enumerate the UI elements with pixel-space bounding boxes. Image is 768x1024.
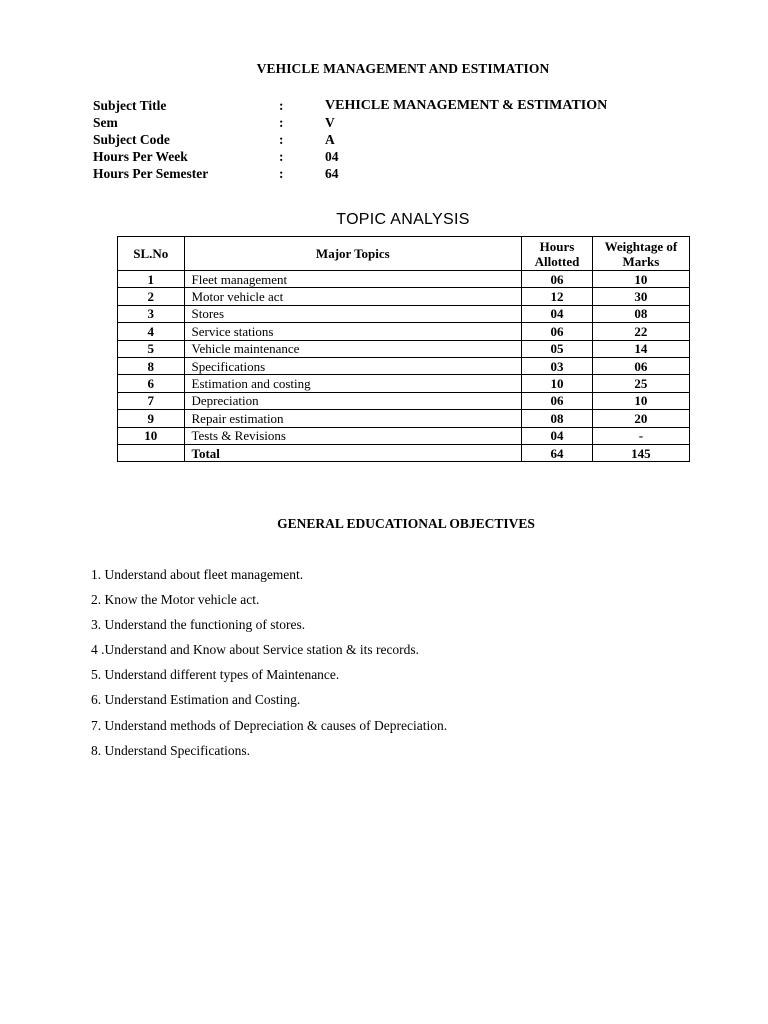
hours-per-week-separator: :	[279, 149, 284, 164]
list-item: 3. Understand the functioning of stores.	[91, 617, 306, 633]
marks-cell: 20	[592, 410, 689, 427]
sl-cell: 8	[118, 357, 185, 374]
sl-cell: 5	[118, 340, 185, 357]
hours-per-semester-separator: :	[279, 166, 284, 181]
marks-cell: 30	[592, 288, 689, 305]
hours-cell: 12	[522, 288, 593, 305]
table-row	[118, 357, 690, 374]
total-hours-cell: 64	[522, 444, 593, 461]
page-title: VEHICLE MANAGEMENT AND ESTIMATION	[256, 61, 550, 76]
hours-cell: 04	[522, 427, 593, 444]
hours-allotted-header-line-2: Allotted	[534, 253, 580, 269]
marks-cell: 10	[592, 392, 689, 409]
sl-cell: 9	[118, 410, 185, 427]
subject-title-label: Subject Title	[93, 98, 167, 113]
topic-analysis-heading: TOPIC ANALYSIS	[336, 211, 470, 228]
list-item: 8. Understand Specifications.	[91, 742, 250, 758]
sl-cell: 10	[118, 427, 185, 444]
sl-cell: 2	[118, 288, 185, 305]
marks-cell: 10	[592, 271, 689, 288]
sem-value: V	[325, 115, 335, 130]
list-item: 2. Know the Motor vehicle act.	[91, 592, 260, 608]
marks-cell: 25	[592, 375, 689, 392]
sl-cell: 7	[118, 392, 185, 409]
hours-cell: 03	[522, 357, 593, 374]
objectives-list	[91, 566, 447, 767]
table-row	[118, 392, 690, 409]
topic-cell: Vehicle maintenance	[184, 340, 522, 357]
topic-cell: Repair estimation	[184, 410, 522, 427]
hours-per-semester-value: 64	[325, 166, 339, 181]
sl-no-header: SL.No	[118, 237, 185, 271]
table-row	[118, 288, 690, 305]
total-marks-cell: 145	[592, 444, 689, 461]
marks-cell: 06	[592, 357, 689, 374]
hours-allotted-header	[522, 237, 593, 271]
weightage-header-line-2: Marks	[622, 253, 660, 269]
hours-allotted-header-line-1: Hours	[539, 238, 575, 254]
major-topics-header: Major Topics	[184, 237, 522, 271]
total-sl-cell	[118, 444, 185, 461]
hours-cell: 05	[522, 340, 593, 357]
topic-cell: Specifications	[184, 357, 522, 374]
hours-cell: 08	[522, 410, 593, 427]
hours-cell: 04	[522, 305, 593, 322]
topic-cell: Stores	[184, 305, 522, 322]
subject-title-separator: :	[279, 98, 284, 113]
list-item: 6. Understand Estimation and Costing.	[91, 692, 301, 708]
topic-cell: Fleet management	[184, 271, 522, 288]
marks-cell: -	[592, 427, 689, 444]
sl-cell: 4	[118, 323, 185, 340]
table-row	[118, 305, 690, 322]
hours-per-week-label: Hours Per Week	[93, 149, 188, 164]
topic-analysis-table	[117, 236, 690, 462]
topic-cell: Service stations	[184, 323, 522, 340]
hours-per-semester-label: Hours Per Semester	[93, 166, 209, 181]
table-row	[118, 375, 690, 392]
weightage-header	[592, 237, 689, 271]
total-row	[118, 444, 690, 461]
sl-cell: 6	[118, 375, 185, 392]
topic-cell: Tests & Revisions	[184, 427, 522, 444]
marks-cell: 08	[592, 305, 689, 322]
topic-cell: Depreciation	[184, 392, 522, 409]
hours-cell: 06	[522, 271, 593, 288]
hours-cell: 10	[522, 375, 593, 392]
sl-cell: 3	[118, 305, 185, 322]
hours-cell: 06	[522, 392, 593, 409]
list-item: 7. Understand methods of Depreciation & causes of Depreciation.	[91, 717, 448, 733]
subject-code-value: A	[325, 132, 335, 147]
weightage-header-line-1: Weightage of	[604, 238, 678, 254]
table-row	[118, 340, 690, 357]
subject-code-separator: :	[279, 132, 284, 147]
table-row	[118, 323, 690, 340]
table-row	[118, 271, 690, 288]
objectives-heading: GENERAL EDUCATIONAL OBJECTIVES	[277, 516, 535, 531]
list-item: 5. Understand different types of Maintenance.	[91, 667, 340, 683]
subject-title-value: VEHICLE MANAGEMENT & ESTIMATION	[325, 98, 608, 113]
table-row	[118, 427, 690, 444]
marks-cell: 22	[592, 323, 689, 340]
list-item: 1. Understand about fleet management.	[91, 567, 304, 582]
hours-per-week-value: 04	[325, 149, 339, 164]
subject-code-label: Subject Code	[93, 132, 170, 147]
sem-label: Sem	[93, 115, 118, 130]
sem-separator: :	[279, 115, 284, 130]
topic-cell: Estimation and costing	[184, 375, 522, 392]
hours-cell: 06	[522, 323, 593, 340]
topic-cell: Motor vehicle act	[184, 288, 522, 305]
table-header-row	[118, 237, 690, 271]
marks-cell: 14	[592, 340, 689, 357]
list-item: 4 .Understand and Know about Service station & its records.	[91, 642, 420, 658]
sl-cell: 1	[118, 271, 185, 288]
total-label-cell: Total	[184, 444, 522, 461]
table-row	[118, 410, 690, 427]
